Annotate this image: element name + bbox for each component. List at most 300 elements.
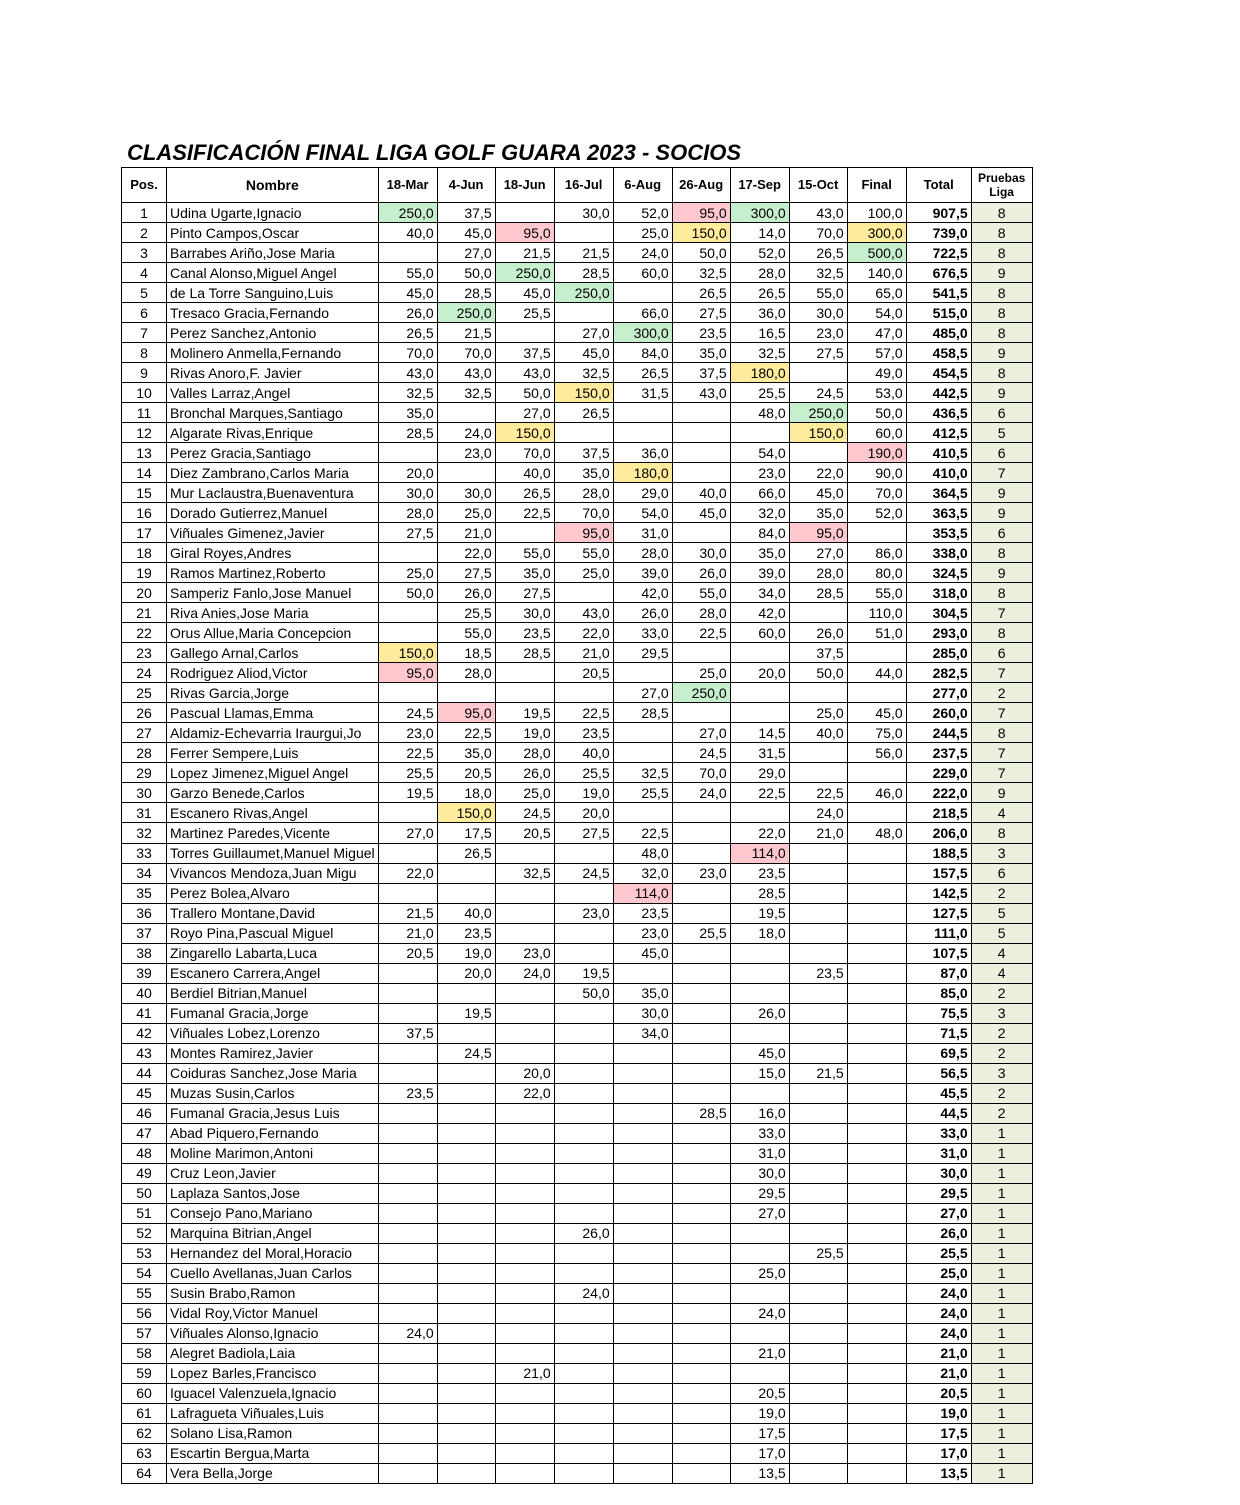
col-header-round: 6-Aug xyxy=(613,168,672,203)
player-name-cell: Cuello Avellanas,Juan Carlos xyxy=(167,1263,379,1283)
score-cell: 45,0 xyxy=(378,283,437,303)
pruebas-cell: 1 xyxy=(971,1363,1032,1383)
score-cell xyxy=(495,523,554,543)
position-cell: 21 xyxy=(122,603,167,623)
position-cell: 48 xyxy=(122,1143,167,1163)
score-cell: 21,5 xyxy=(495,243,554,263)
score-cell: 55,0 xyxy=(789,283,847,303)
score-cell: 26,5 xyxy=(613,363,672,383)
player-name-cell: Consejo Pano,Mariano xyxy=(167,1203,379,1223)
score-cell xyxy=(847,683,906,703)
table-row xyxy=(122,1403,1033,1423)
player-name-cell: Barrabes Ariño,Jose Maria xyxy=(167,243,379,263)
table-row xyxy=(122,603,1033,623)
score-cell xyxy=(847,1223,906,1243)
score-cell: 25,0 xyxy=(437,503,495,523)
score-cell xyxy=(554,943,613,963)
score-cell xyxy=(730,1083,789,1103)
score-cell: 21,5 xyxy=(554,243,613,263)
score-cell xyxy=(437,1163,495,1183)
player-name-cell: Canal Alonso,Miguel Angel xyxy=(167,263,379,283)
score-cell: 40,0 xyxy=(789,723,847,743)
score-cell xyxy=(789,1363,847,1383)
score-cell xyxy=(789,863,847,883)
score-cell xyxy=(437,1363,495,1383)
score-cell xyxy=(437,863,495,883)
score-cell: 44,0 xyxy=(847,663,906,683)
score-cell: 34,0 xyxy=(730,583,789,603)
score-cell: 27,0 xyxy=(437,243,495,263)
table-row xyxy=(122,883,1033,903)
pruebas-cell: 8 xyxy=(971,283,1032,303)
pruebas-cell: 9 xyxy=(971,503,1032,523)
total-cell: 739,0 xyxy=(906,223,971,243)
pruebas-cell: 1 xyxy=(971,1223,1032,1243)
position-cell: 6 xyxy=(122,303,167,323)
total-cell: 722,5 xyxy=(906,243,971,263)
table-row xyxy=(122,763,1033,783)
score-cell xyxy=(554,1063,613,1083)
score-cell xyxy=(378,1423,437,1443)
score-cell: 25,0 xyxy=(554,563,613,583)
score-cell: 23,5 xyxy=(613,903,672,923)
table-row xyxy=(122,403,1033,423)
score-cell: 22,5 xyxy=(554,703,613,723)
position-cell: 64 xyxy=(122,1463,167,1483)
score-cell: 84,0 xyxy=(730,523,789,543)
score-cell: 32,5 xyxy=(495,863,554,883)
score-cell xyxy=(730,683,789,703)
score-cell: 33,0 xyxy=(613,623,672,643)
table-row xyxy=(122,1383,1033,1403)
score-cell: 21,0 xyxy=(730,1343,789,1363)
score-cell xyxy=(847,1043,906,1063)
score-cell: 54,0 xyxy=(613,503,672,523)
score-cell xyxy=(613,1223,672,1243)
table-row xyxy=(122,1003,1033,1023)
score-cell xyxy=(554,1323,613,1343)
score-cell: 70,0 xyxy=(672,763,730,783)
pruebas-cell: 1 xyxy=(971,1463,1032,1483)
score-cell xyxy=(437,1243,495,1263)
score-cell: 26,0 xyxy=(378,303,437,323)
pruebas-cell: 7 xyxy=(971,703,1032,723)
score-cell xyxy=(495,1403,554,1423)
score-cell: 35,0 xyxy=(495,563,554,583)
score-cell xyxy=(730,1363,789,1383)
score-cell xyxy=(613,403,672,423)
pruebas-cell: 8 xyxy=(971,363,1032,383)
score-cell xyxy=(437,683,495,703)
col-header-round: 15-Oct xyxy=(789,168,847,203)
score-cell: 22,5 xyxy=(437,723,495,743)
score-cell: 150,0 xyxy=(437,803,495,823)
score-cell: 24,0 xyxy=(613,243,672,263)
standings-table xyxy=(121,167,1033,1484)
table-row xyxy=(122,523,1033,543)
player-name-cell: Valles Larraz,Angel xyxy=(167,383,379,403)
pruebas-cell: 1 xyxy=(971,1423,1032,1443)
table-row xyxy=(122,363,1033,383)
score-cell: 23,0 xyxy=(730,463,789,483)
score-cell: 56,0 xyxy=(847,743,906,763)
score-cell xyxy=(554,1023,613,1043)
score-cell xyxy=(789,443,847,463)
score-cell xyxy=(495,1323,554,1343)
score-cell xyxy=(789,1203,847,1223)
score-cell: 100,0 xyxy=(847,203,906,223)
score-cell: 25,5 xyxy=(789,1243,847,1263)
score-cell xyxy=(847,1283,906,1303)
table-row xyxy=(122,423,1033,443)
score-cell: 114,0 xyxy=(613,883,672,903)
score-cell xyxy=(554,1343,613,1363)
score-cell xyxy=(672,423,730,443)
total-cell: 436,5 xyxy=(906,403,971,423)
total-cell: 17,0 xyxy=(906,1443,971,1463)
table-row xyxy=(122,543,1033,563)
score-cell xyxy=(672,1123,730,1143)
score-cell: 43,0 xyxy=(437,363,495,383)
score-cell xyxy=(789,603,847,623)
score-cell xyxy=(613,1203,672,1223)
score-cell: 23,0 xyxy=(613,923,672,943)
score-cell: 25,5 xyxy=(613,783,672,803)
score-cell: 28,0 xyxy=(613,543,672,563)
score-cell: 55,0 xyxy=(847,583,906,603)
total-cell: 30,0 xyxy=(906,1163,971,1183)
table-row xyxy=(122,803,1033,823)
score-cell: 32,5 xyxy=(672,263,730,283)
position-cell: 14 xyxy=(122,463,167,483)
score-cell xyxy=(437,1143,495,1163)
score-cell xyxy=(378,1223,437,1243)
player-name-cell: Laplaza Santos,Jose xyxy=(167,1183,379,1203)
table-row xyxy=(122,943,1033,963)
score-cell: 21,0 xyxy=(554,643,613,663)
score-cell xyxy=(847,1063,906,1083)
score-cell xyxy=(789,943,847,963)
score-cell: 26,5 xyxy=(495,483,554,503)
score-cell: 45,0 xyxy=(495,283,554,303)
total-cell: 410,0 xyxy=(906,463,971,483)
score-cell: 25,5 xyxy=(672,923,730,943)
pruebas-cell: 1 xyxy=(971,1343,1032,1363)
score-cell: 45,0 xyxy=(613,943,672,963)
score-cell xyxy=(789,743,847,763)
score-cell xyxy=(495,1463,554,1483)
table-row xyxy=(122,1063,1033,1083)
score-cell: 60,0 xyxy=(613,263,672,283)
total-cell: 17,5 xyxy=(906,1423,971,1443)
table-row xyxy=(122,1023,1033,1043)
score-cell xyxy=(495,323,554,343)
score-cell xyxy=(613,1403,672,1423)
score-cell: 31,5 xyxy=(613,383,672,403)
header-row xyxy=(122,168,1033,203)
position-cell: 15 xyxy=(122,483,167,503)
score-cell xyxy=(554,1043,613,1063)
player-name-cell: Torres Guillaumet,Manuel Miguel xyxy=(167,843,379,863)
pruebas-cell: 8 xyxy=(971,583,1032,603)
score-cell xyxy=(789,923,847,943)
score-cell: 19,0 xyxy=(437,943,495,963)
pruebas-cell: 5 xyxy=(971,923,1032,943)
player-name-cell: Rivas Anoro,F. Javier xyxy=(167,363,379,383)
score-cell xyxy=(554,1143,613,1163)
score-cell xyxy=(378,983,437,1003)
score-cell xyxy=(437,1103,495,1123)
score-cell: 52,0 xyxy=(730,243,789,263)
player-name-cell: Hernandez del Moral,Horacio xyxy=(167,1243,379,1263)
score-cell xyxy=(672,1403,730,1423)
total-cell: 285,0 xyxy=(906,643,971,663)
col-header-pruebas-line2: Liga xyxy=(989,185,1014,199)
player-name-cell: Ramos Martinez,Roberto xyxy=(167,563,379,583)
score-cell: 27,5 xyxy=(495,583,554,603)
score-cell: 13,5 xyxy=(730,1463,789,1483)
score-cell xyxy=(495,1043,554,1063)
score-cell xyxy=(672,1323,730,1343)
score-cell: 28,0 xyxy=(437,663,495,683)
score-cell: 30,0 xyxy=(730,1163,789,1183)
total-cell: 318,0 xyxy=(906,583,971,603)
table-row xyxy=(122,623,1033,643)
total-cell: 676,5 xyxy=(906,263,971,283)
score-cell xyxy=(847,1083,906,1103)
score-cell xyxy=(437,983,495,1003)
score-cell xyxy=(437,1223,495,1243)
pruebas-cell: 7 xyxy=(971,763,1032,783)
score-cell: 31,0 xyxy=(613,523,672,543)
score-cell xyxy=(847,1403,906,1423)
score-cell xyxy=(378,883,437,903)
score-cell: 35,0 xyxy=(378,403,437,423)
score-cell xyxy=(730,423,789,443)
position-cell: 44 xyxy=(122,1063,167,1083)
pruebas-cell: 8 xyxy=(971,303,1032,323)
score-cell: 22,5 xyxy=(672,623,730,643)
score-cell xyxy=(554,883,613,903)
score-cell xyxy=(672,1223,730,1243)
pruebas-cell: 6 xyxy=(971,863,1032,883)
table-row xyxy=(122,503,1033,523)
score-cell: 26,0 xyxy=(789,623,847,643)
score-cell: 95,0 xyxy=(437,703,495,723)
col-header-round: 18-Jun xyxy=(495,168,554,203)
score-cell: 150,0 xyxy=(495,423,554,443)
score-cell: 28,0 xyxy=(378,503,437,523)
player-name-cell: Fumanal Gracia,Jorge xyxy=(167,1003,379,1023)
score-cell: 19,0 xyxy=(554,783,613,803)
score-cell: 27,5 xyxy=(789,343,847,363)
position-cell: 37 xyxy=(122,923,167,943)
score-cell xyxy=(789,1463,847,1483)
table-row xyxy=(122,303,1033,323)
score-cell: 60,0 xyxy=(730,623,789,643)
score-cell xyxy=(437,463,495,483)
score-cell: 20,5 xyxy=(730,1383,789,1403)
pruebas-cell: 1 xyxy=(971,1403,1032,1423)
score-cell xyxy=(789,983,847,1003)
score-cell xyxy=(847,643,906,663)
score-cell xyxy=(672,643,730,663)
position-cell: 13 xyxy=(122,443,167,463)
score-cell xyxy=(378,1243,437,1263)
score-cell xyxy=(789,1303,847,1323)
score-cell: 26,5 xyxy=(437,843,495,863)
score-cell xyxy=(672,1463,730,1483)
score-cell: 30,0 xyxy=(495,603,554,623)
score-cell: 45,0 xyxy=(554,343,613,363)
score-cell: 32,5 xyxy=(789,263,847,283)
total-cell: 229,0 xyxy=(906,763,971,783)
score-cell xyxy=(730,803,789,823)
score-cell xyxy=(378,1403,437,1423)
score-cell: 300,0 xyxy=(613,323,672,343)
score-cell: 54,0 xyxy=(847,303,906,323)
score-cell xyxy=(495,1263,554,1283)
score-cell: 53,0 xyxy=(847,383,906,403)
position-cell: 2 xyxy=(122,223,167,243)
score-cell xyxy=(613,1463,672,1483)
score-cell: 24,0 xyxy=(378,1323,437,1343)
score-cell xyxy=(789,1263,847,1283)
table-row xyxy=(122,1123,1033,1143)
score-cell: 16,5 xyxy=(730,323,789,343)
score-cell xyxy=(378,603,437,623)
score-cell xyxy=(378,1283,437,1303)
player-name-cell: Moline Marimon,Antoni xyxy=(167,1143,379,1163)
score-cell xyxy=(789,1083,847,1103)
position-cell: 38 xyxy=(122,943,167,963)
score-cell xyxy=(437,1203,495,1223)
col-header-pruebas-line1: Pruebas xyxy=(977,171,1026,185)
score-cell xyxy=(378,243,437,263)
score-cell: 23,0 xyxy=(789,323,847,343)
score-cell: 22,5 xyxy=(495,503,554,523)
score-cell: 24,5 xyxy=(437,1043,495,1063)
score-cell: 24,0 xyxy=(672,783,730,803)
table-row xyxy=(122,283,1033,303)
score-cell: 70,0 xyxy=(495,443,554,463)
position-cell: 3 xyxy=(122,243,167,263)
score-cell: 250,0 xyxy=(378,203,437,223)
table-row xyxy=(122,443,1033,463)
total-cell: 25,0 xyxy=(906,1263,971,1283)
score-cell xyxy=(613,1123,672,1143)
score-cell: 20,0 xyxy=(437,963,495,983)
score-cell xyxy=(672,1063,730,1083)
score-cell xyxy=(613,743,672,763)
player-name-cell: Vera Bella,Jorge xyxy=(167,1463,379,1483)
score-cell xyxy=(847,523,906,543)
score-cell: 50,0 xyxy=(495,383,554,403)
position-cell: 46 xyxy=(122,1103,167,1123)
score-cell xyxy=(847,1143,906,1163)
score-cell: 43,0 xyxy=(554,603,613,623)
score-cell: 500,0 xyxy=(847,243,906,263)
score-cell: 32,5 xyxy=(613,763,672,783)
score-cell: 28,0 xyxy=(730,263,789,283)
score-cell: 31,5 xyxy=(730,743,789,763)
score-cell: 95,0 xyxy=(789,523,847,543)
total-cell: 907,5 xyxy=(906,203,971,223)
total-cell: 237,5 xyxy=(906,743,971,763)
total-cell: 56,5 xyxy=(906,1063,971,1083)
score-cell xyxy=(672,1303,730,1323)
score-cell xyxy=(789,1123,847,1143)
pruebas-cell: 5 xyxy=(971,423,1032,443)
score-cell: 27,0 xyxy=(789,543,847,563)
score-cell xyxy=(847,1443,906,1463)
score-cell xyxy=(378,1063,437,1083)
score-cell: 34,0 xyxy=(613,1023,672,1043)
score-cell: 30,0 xyxy=(437,483,495,503)
table-row xyxy=(122,243,1033,263)
table-row xyxy=(122,1343,1033,1363)
player-name-cell: Samperiz Fanlo,Jose Manuel xyxy=(167,583,379,603)
score-cell: 22,0 xyxy=(730,823,789,843)
pruebas-cell: 6 xyxy=(971,403,1032,423)
score-cell: 25,5 xyxy=(730,383,789,403)
player-name-cell: Tresaco Gracia,Fernando xyxy=(167,303,379,323)
score-cell xyxy=(847,1303,906,1323)
score-cell xyxy=(378,543,437,563)
score-cell: 70,0 xyxy=(789,223,847,243)
table-row xyxy=(122,1463,1033,1483)
score-cell: 23,0 xyxy=(495,943,554,963)
score-cell: 190,0 xyxy=(847,443,906,463)
position-cell: 54 xyxy=(122,1263,167,1283)
score-cell: 29,5 xyxy=(613,643,672,663)
player-name-cell: Giral Royes,Andres xyxy=(167,543,379,563)
score-cell xyxy=(437,1303,495,1323)
pruebas-cell: 8 xyxy=(971,223,1032,243)
score-cell xyxy=(847,1363,906,1383)
table-row xyxy=(122,683,1033,703)
score-cell: 28,5 xyxy=(613,703,672,723)
score-cell xyxy=(672,403,730,423)
total-cell: 324,5 xyxy=(906,563,971,583)
score-cell: 19,0 xyxy=(495,723,554,743)
score-cell xyxy=(613,423,672,443)
pruebas-cell: 1 xyxy=(971,1203,1032,1223)
score-cell: 28,5 xyxy=(672,1103,730,1123)
score-cell: 20,5 xyxy=(554,663,613,683)
score-cell xyxy=(554,923,613,943)
score-cell: 21,5 xyxy=(437,323,495,343)
col-header-total: Total xyxy=(906,168,971,203)
player-name-cell: Marquina Bitrian,Angel xyxy=(167,1223,379,1243)
total-cell: 338,0 xyxy=(906,543,971,563)
player-name-cell: Perez Gracia,Santiago xyxy=(167,443,379,463)
position-cell: 1 xyxy=(122,203,167,223)
score-cell: 28,0 xyxy=(672,603,730,623)
total-cell: 107,5 xyxy=(906,943,971,963)
score-cell: 37,5 xyxy=(437,203,495,223)
score-cell: 66,0 xyxy=(613,303,672,323)
score-cell xyxy=(437,1183,495,1203)
score-cell: 60,0 xyxy=(847,423,906,443)
score-cell xyxy=(847,1123,906,1143)
score-cell xyxy=(554,1463,613,1483)
score-cell xyxy=(437,883,495,903)
score-cell: 23,0 xyxy=(672,863,730,883)
score-cell xyxy=(847,903,906,923)
score-cell xyxy=(554,223,613,243)
score-cell: 43,0 xyxy=(672,383,730,403)
